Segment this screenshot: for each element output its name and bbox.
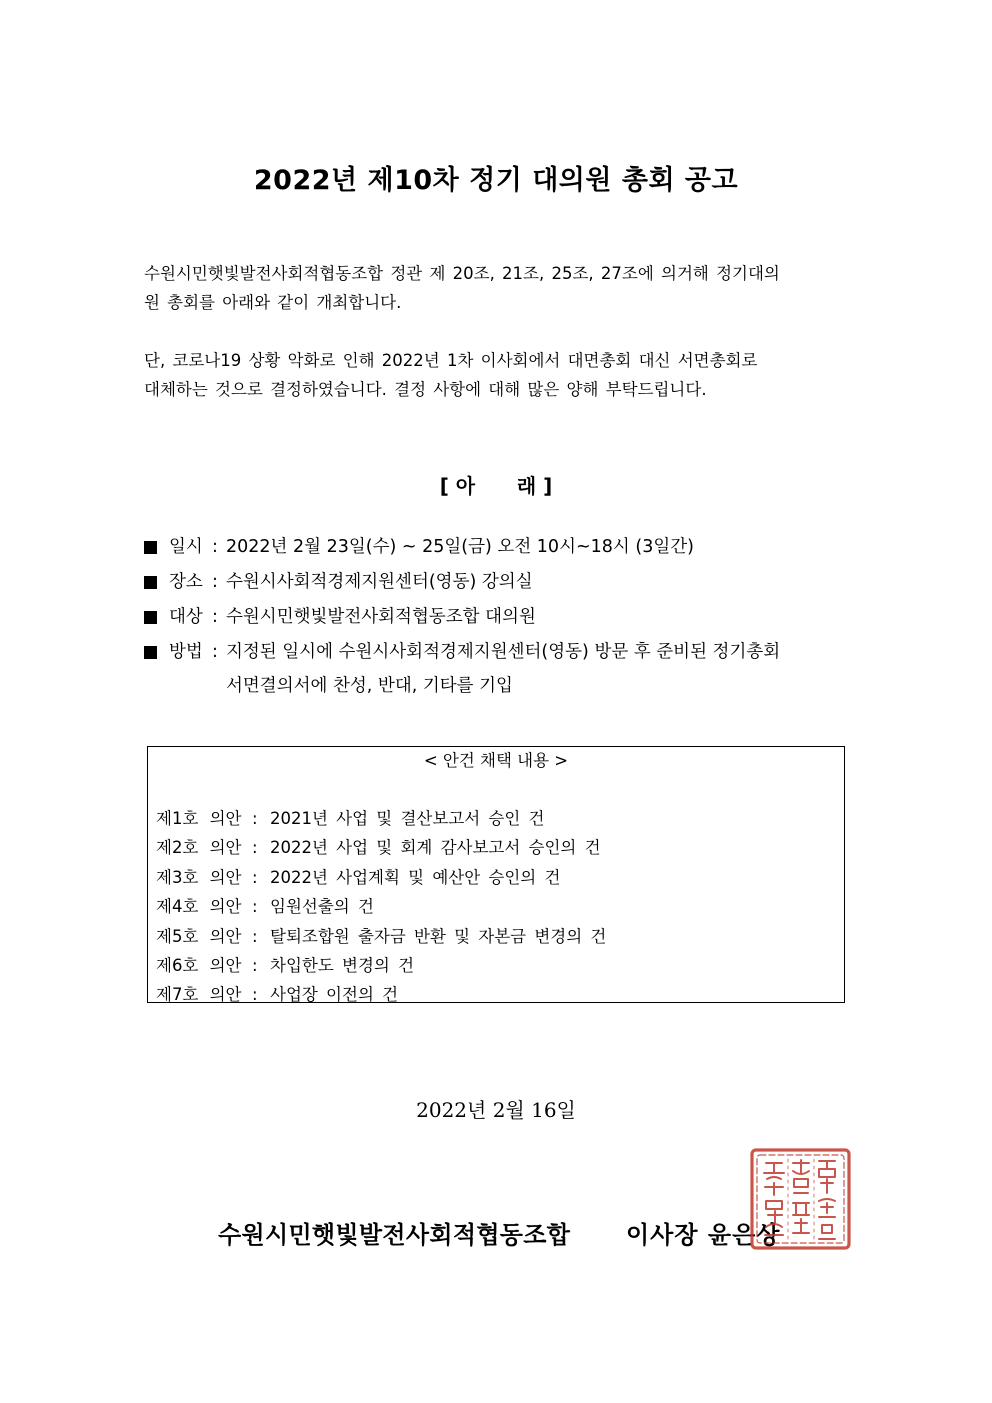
intro-paragraph	[144, 259, 852, 317]
agenda-colon: :	[252, 838, 258, 858]
agenda-row	[156, 833, 606, 862]
section-heading: [ 아 래 ]	[439, 474, 553, 498]
agenda-colon: :	[252, 985, 258, 1005]
intro-line-1: 수원시민햇빛발전사회적협동조합 정관 제 20조, 21조, 25조, 27조에 의거해 정기대의	[144, 264, 780, 283]
notice-line-2: 대체하는 것으로 결정하였습니다. 결정 사항에 대해 많은 양해 부탁드립니다.	[144, 380, 707, 399]
detail-item-method	[144, 638, 852, 700]
method-line-1: 지정된 일시에 수원시사회적경제지원센터(영동) 방문 후 준비된 정기총회	[226, 642, 781, 662]
agenda-row	[156, 922, 606, 951]
detail-label: 장소	[169, 572, 203, 592]
square-bullet-icon	[144, 541, 157, 554]
notice-paragraph	[144, 346, 852, 404]
notice-line-1: 단, 코로나19 상황 악화로 인해 2022년 1차 이사회에서 대면총회 대신 서면총회로	[144, 351, 758, 370]
detail-label: 일시	[169, 537, 203, 557]
detail-colon: :	[212, 607, 218, 627]
details-list	[144, 533, 852, 700]
agenda-colon: :	[252, 867, 258, 887]
agenda-text: 사업장 이전의 건	[270, 985, 399, 1005]
agenda-title: < 안건 채택 내용 >	[423, 751, 569, 770]
agenda-text: 2022년 사업 및 회계 감사보고서 승인의 건	[270, 838, 601, 858]
square-bullet-icon	[144, 646, 157, 659]
agenda-text: 차입한도 변경의 건	[270, 955, 415, 975]
agenda-number: 제2호 의안	[156, 838, 242, 858]
agenda-row	[156, 892, 606, 921]
agenda-colon: :	[252, 897, 258, 917]
agenda-row	[156, 980, 606, 1009]
detail-value: 2022년 2월 23일(수) ~ 25일(금) 오전 10시~18시 (3일간)	[226, 537, 694, 557]
agenda-colon: :	[252, 809, 258, 828]
detail-item-target	[144, 603, 852, 638]
agenda-text: 임원선출의 건	[270, 897, 374, 917]
agenda-text: 2022년 사업계획 및 예산안 승인의 건	[270, 867, 561, 887]
detail-item-datetime	[144, 533, 852, 568]
intro-line-2: 원 총회를 아래와 같이 개최합니다.	[144, 293, 402, 312]
agenda-number: 제3호 의안	[156, 867, 242, 887]
agenda-number: 제7호 의안	[156, 985, 242, 1005]
detail-value: 수원시민햇빛발전사회적협동조합 대의원	[226, 607, 536, 627]
method-line-2: 서면결의서에 찬성, 반대, 기타를 기입	[226, 676, 513, 696]
square-bullet-icon	[144, 611, 157, 624]
agenda-row	[156, 863, 606, 892]
agenda-number: 제4호 의안	[156, 897, 242, 917]
agenda-text: 2021년 사업 및 결산보고서 승인 건	[270, 809, 545, 828]
square-bullet-icon	[144, 576, 157, 589]
agenda-number: 제6호 의안	[156, 955, 242, 975]
detail-colon: :	[212, 642, 218, 662]
detail-value	[226, 638, 852, 700]
detail-item-location	[144, 568, 852, 603]
detail-colon: :	[212, 537, 218, 557]
detail-label: 대상	[169, 607, 203, 627]
detail-colon: :	[212, 572, 218, 592]
agenda-row	[156, 951, 606, 980]
agenda-row	[156, 804, 606, 833]
agenda-box	[147, 746, 845, 1003]
agenda-list	[156, 804, 606, 1010]
agenda-colon: :	[252, 926, 258, 946]
agenda-text: 탈퇴조합원 출자금 반환 및 자본금 변경의 건	[270, 926, 607, 946]
notice-date: 2022년 2월 16일	[416, 1098, 576, 1122]
signature-person: 이사장 윤은상	[626, 1221, 781, 1249]
agenda-number: 제5호 의안	[156, 926, 242, 946]
page-title: 2022년 제10차 정기 대의원 총회 공고	[253, 165, 739, 196]
detail-label: 방법	[169, 642, 203, 662]
official-seal-icon	[749, 1147, 852, 1251]
agenda-colon: :	[252, 955, 258, 975]
signature-organization: 수원시민햇빛발전사회적협동조합	[218, 1221, 571, 1249]
agenda-number: 제1호 의안	[156, 809, 242, 828]
detail-value: 수원시사회적경제지원센터(영동) 강의실	[226, 572, 533, 592]
